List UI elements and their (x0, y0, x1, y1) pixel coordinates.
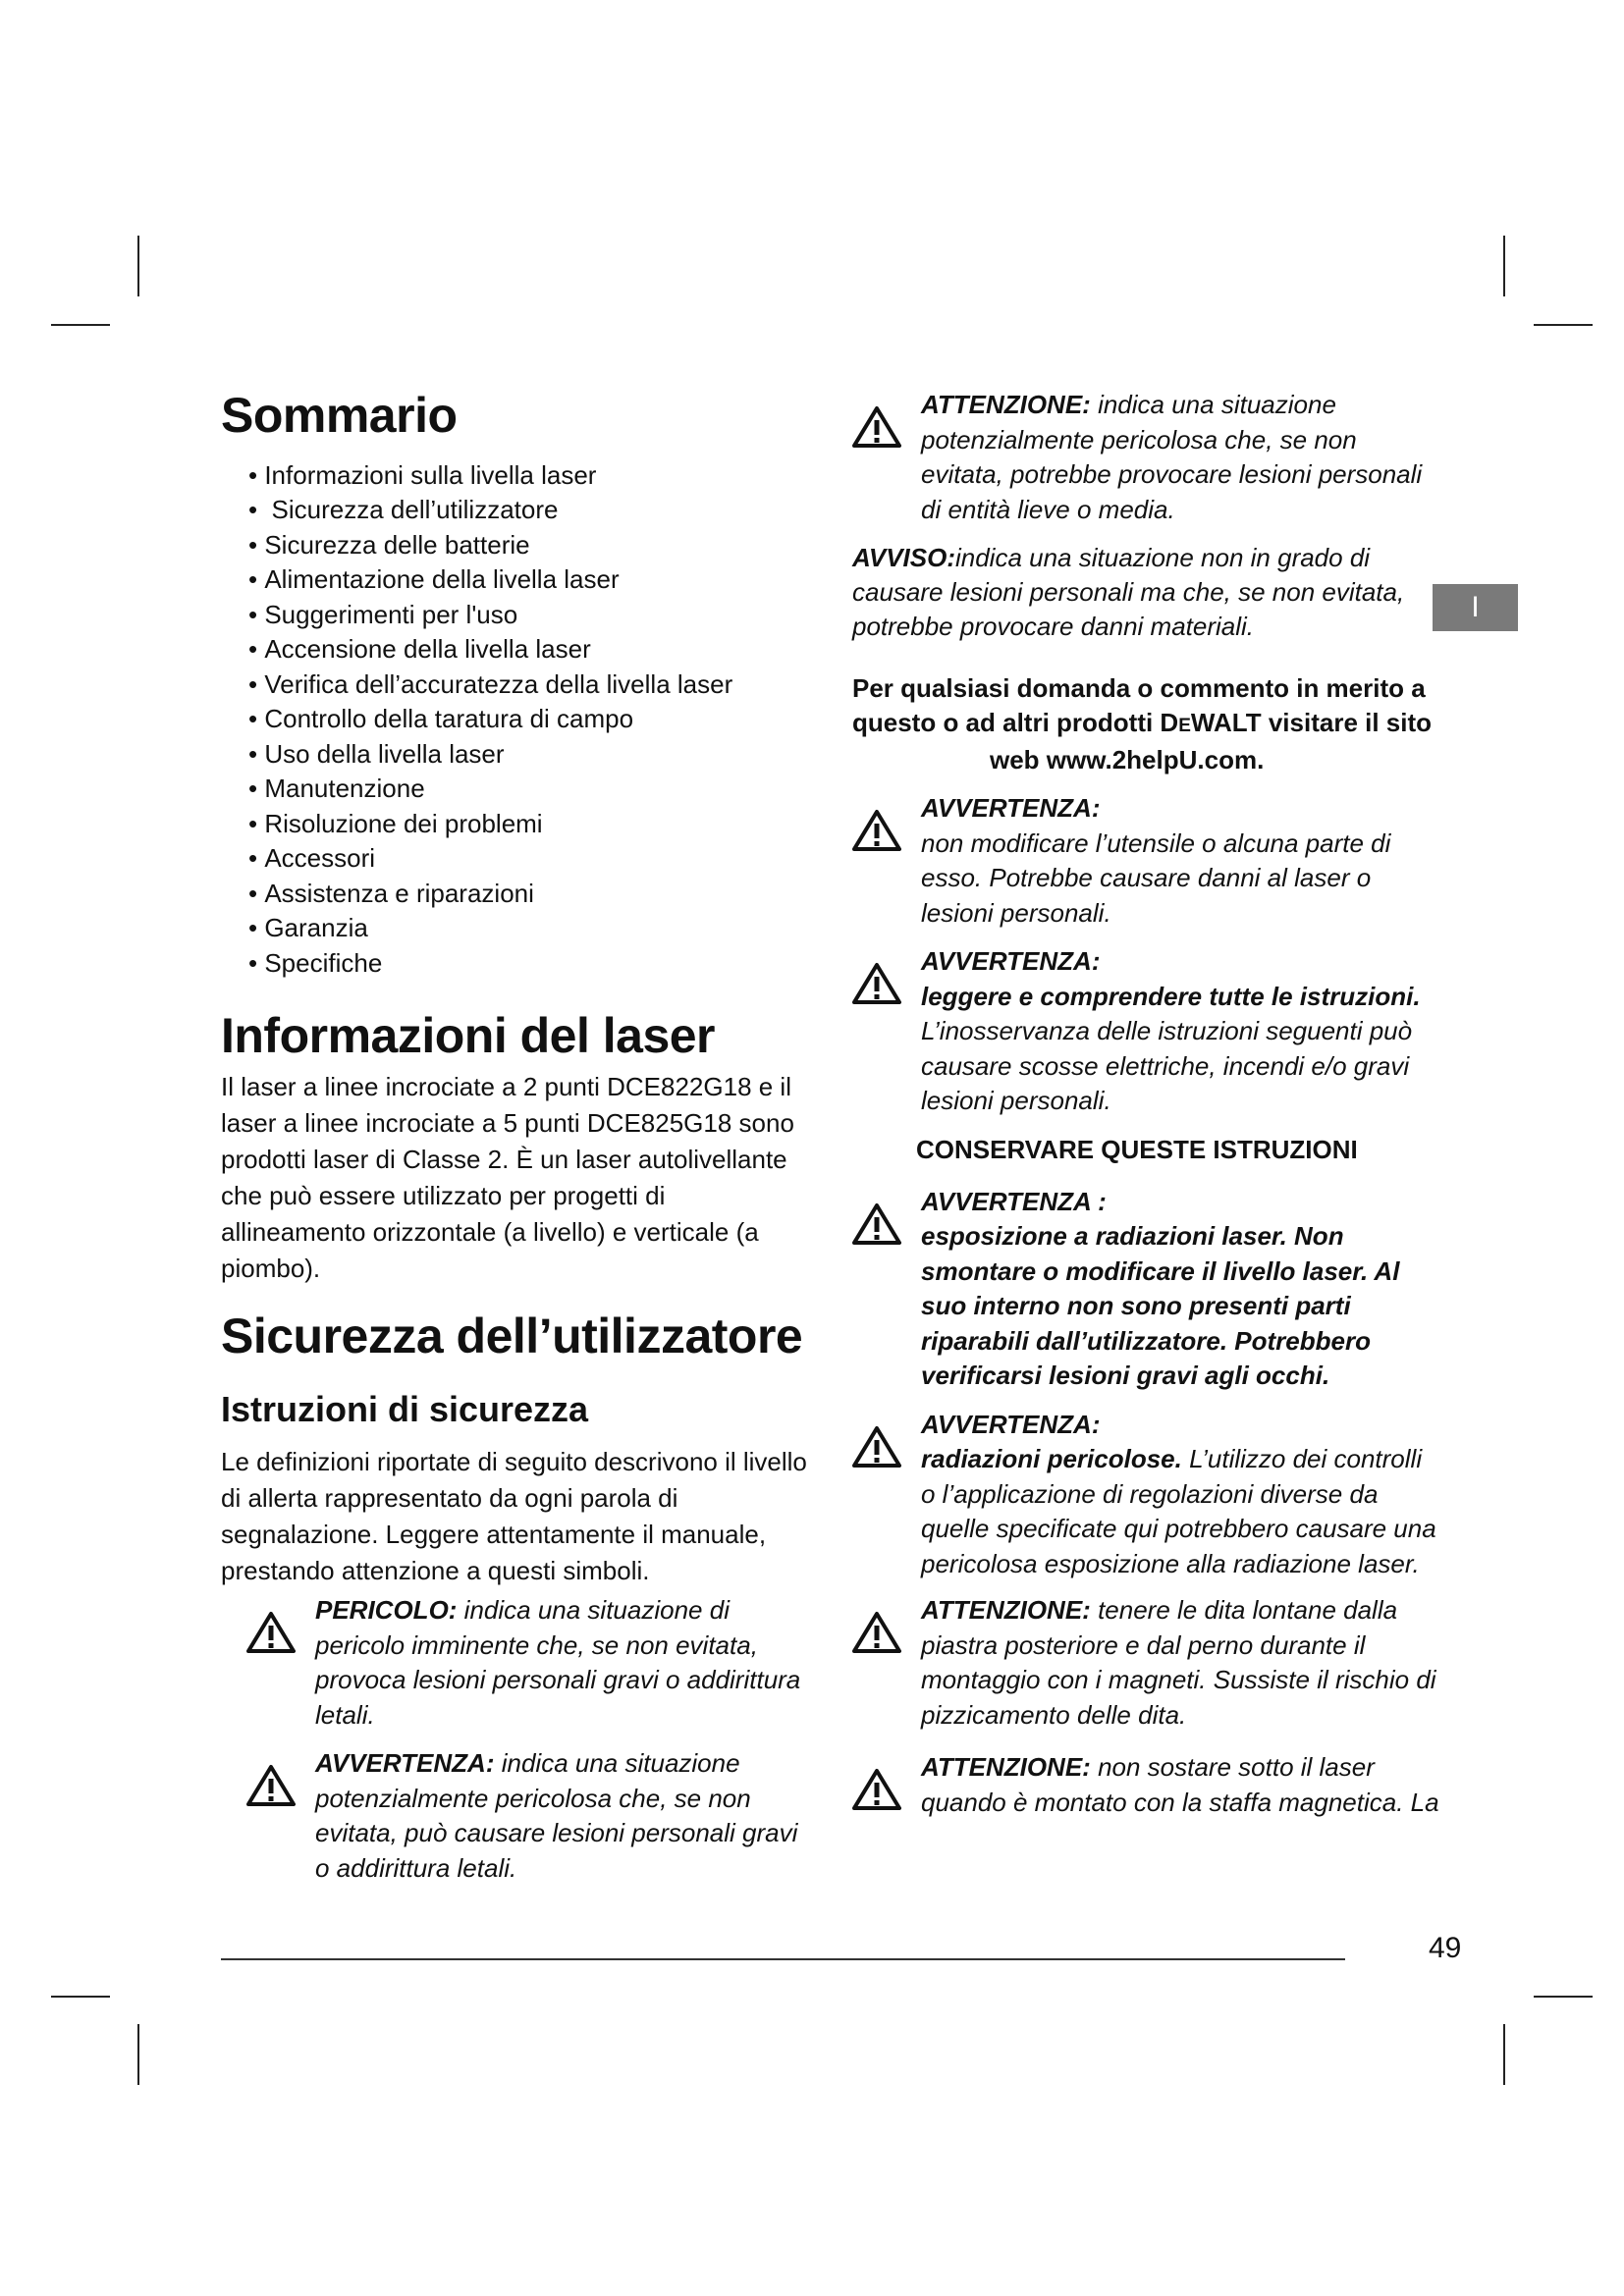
toc-item: • Controllo della taratura di campo (248, 702, 810, 737)
page-number: 49 (1429, 1932, 1462, 1964)
warning-triangle-icon (852, 1425, 901, 1468)
safety-intro-text: Le definizioni riportate di seguito descrivono il livello di allerta rappresentato da ogni parola di segnalazione. Leggere attentamente il manuale, prestando attenzione a questi simboli. (221, 1447, 807, 1586)
attenzione-fingers (852, 1593, 1441, 1733)
avvertenza-label: AVVERTENZA: (315, 1748, 495, 1779)
warning-triangle-icon (852, 1768, 901, 1811)
warning-triangle-icon (246, 1611, 296, 1654)
warning-triangle-icon (852, 809, 901, 852)
warning-label: AVVERTENZA: (921, 946, 1101, 976)
attenzione-notice (852, 388, 1441, 527)
avvertenza-notice (246, 1746, 810, 1886)
contact-line: Per qualsiasi domanda o commento in merito a (852, 673, 1426, 703)
toc-item: • Verifica dell’accuratezza della livella laser (248, 667, 810, 703)
toc-item: • Sicurezza delle batterie (248, 528, 810, 563)
crop-mark (51, 324, 110, 326)
warning-text: non modificare l’utensile o alcuna parte di esso. Potrebbe causare danni al laser o lesioni personali. (921, 828, 1391, 928)
toc-item: • Accessori (248, 841, 810, 877)
warning-label: AVVERTENZA : (921, 1186, 1107, 1216)
warning-hazardous-radiation (852, 1408, 1441, 1582)
pericolo-notice (246, 1593, 810, 1733)
attenzione-magnetic (852, 1750, 1441, 1820)
pericolo-label: PERICOLO: (315, 1595, 458, 1626)
warning-triangle-icon (852, 1202, 901, 1246)
warning-label: AVVERTENZA: (921, 793, 1101, 823)
warning-triangle-icon (852, 1611, 901, 1654)
crop-mark (1534, 1996, 1593, 1998)
warning-bold-text: esposizione a radiazioni laser. Non smontare o modificare il livello laser. Al suo interno non sono presenti parti riparabili dall’utilizzatore. Potrebbero verificarsi lesioni gravi agli occhi. (921, 1221, 1400, 1390)
toc-item: • Sicurezza dell’utilizzatore (248, 493, 810, 528)
attenzione-text: tenere le dita lontane dalla piastra posteriore e dal perno durante il montaggio con i magneti. Sussiste il rischio di pizzicamento delle dita. (921, 1595, 1436, 1730)
toc-item: • Assistenza e riparazioni (248, 877, 810, 912)
contact-info (852, 671, 1441, 777)
avvertenza-text: indica una situazione potenzialmente pericolosa che, se non evitata, può causare lesioni personali gravi o addirittura letali. (315, 1748, 798, 1883)
toc-item: • Garanzia (248, 911, 810, 946)
crop-mark (137, 236, 139, 296)
footer-rule (221, 1958, 1345, 1960)
warning-triangle-icon (852, 405, 901, 449)
warning-bold-text: radiazioni pericolose. (921, 1444, 1182, 1473)
toc-item: • Informazioni sulla livella laser (248, 458, 810, 494)
attenzione-label: ATTENZIONE: (921, 1595, 1091, 1625)
crop-mark (1503, 2024, 1505, 2085)
attenzione-text: indica una situazione potenzialmente pericolosa che, se non evitata, potrebbe provocare lesioni personali di entità lieve o media. (921, 390, 1423, 524)
warning-triangle-icon (246, 1764, 296, 1807)
contact-line: questo o ad altri prodotti DEWALT visitare il sito (852, 708, 1433, 737)
attenzione-label: ATTENZIONE: (921, 390, 1091, 419)
crop-mark (1503, 236, 1505, 296)
crop-mark (1534, 324, 1593, 326)
toc-list (221, 458, 810, 982)
toc-title: Sommario (221, 388, 458, 443)
toc-item: • Uso della livella laser (248, 737, 810, 773)
warning-text: L’utilizzo dei controlli o l’applicazione di regolazioni diverse da quelle specificate qui potrebbero causare una pericolosa esposizione alla radiazione laser. (921, 1444, 1436, 1578)
toc-item: • Manutenzione (248, 772, 810, 807)
crop-mark (137, 2024, 139, 2085)
user-safety-heading: Sicurezza dell’utilizzatore (221, 1308, 803, 1363)
avviso-text: indica una situazione non in grado di causare lesioni personali ma che, se non evitata, potrebbe provocare danni materiali. (852, 543, 1405, 641)
avviso-notice (852, 541, 1441, 644)
right-column (852, 388, 1441, 1820)
toc-item: • Risoluzione dei problemi (248, 807, 810, 842)
warning-triangle-icon (852, 962, 901, 1005)
keep-instructions: CONSERVARE QUESTE ISTRUZIONI (916, 1134, 1358, 1164)
language-tab-marker: I (1433, 584, 1518, 631)
laser-info-text: Il laser a linee incrociate a 2 punti DCE822G18 e il laser a linee incrociate a 5 punti DCE825G18 sono prodotti laser di Classe 2. È un laser autolivellante che può essere utilizzato per progetti di allineamento orizzontale (a livello) e verticale (a piombo). (221, 1071, 794, 1283)
toc-item: • Suggerimenti per l'uso (248, 598, 810, 633)
laser-info-heading: Informazioni del laser (221, 1008, 716, 1063)
safety-instructions-heading: Istruzioni di sicurezza (221, 1389, 589, 1429)
attenzione-text: non sostare sotto il laser quando è montato con la staffa magnetica. La (921, 1752, 1439, 1817)
warning-modify (852, 791, 1441, 931)
toc-item: • Specifiche (248, 946, 810, 982)
warning-text: L’inosservanza delle istruzioni seguenti può causare scosse elettriche, incendi e/o gravi lesioni personali. (921, 1016, 1413, 1115)
contact-website: web www.2helpU.com. (990, 745, 1265, 774)
left-column (221, 388, 810, 1886)
pericolo-text: indica una situazione di pericolo imminente che, se non evitata, provoca lesioni personali gravi o addirittura letali. (315, 1595, 801, 1730)
warning-laser-exposure (852, 1185, 1441, 1394)
warning-read-instructions (852, 944, 1441, 1119)
warning-label: AVVERTENZA: (921, 1409, 1101, 1439)
warning-bold-text: leggere e comprendere tutte le istruzioni. (921, 981, 1421, 1011)
attenzione-label: ATTENZIONE: (921, 1752, 1091, 1782)
toc-item: • Alimentazione della livella laser (248, 562, 810, 598)
crop-mark (51, 1996, 110, 1998)
avviso-label: AVVISO: (852, 543, 955, 572)
toc-item: • Accensione della livella laser (248, 632, 810, 667)
